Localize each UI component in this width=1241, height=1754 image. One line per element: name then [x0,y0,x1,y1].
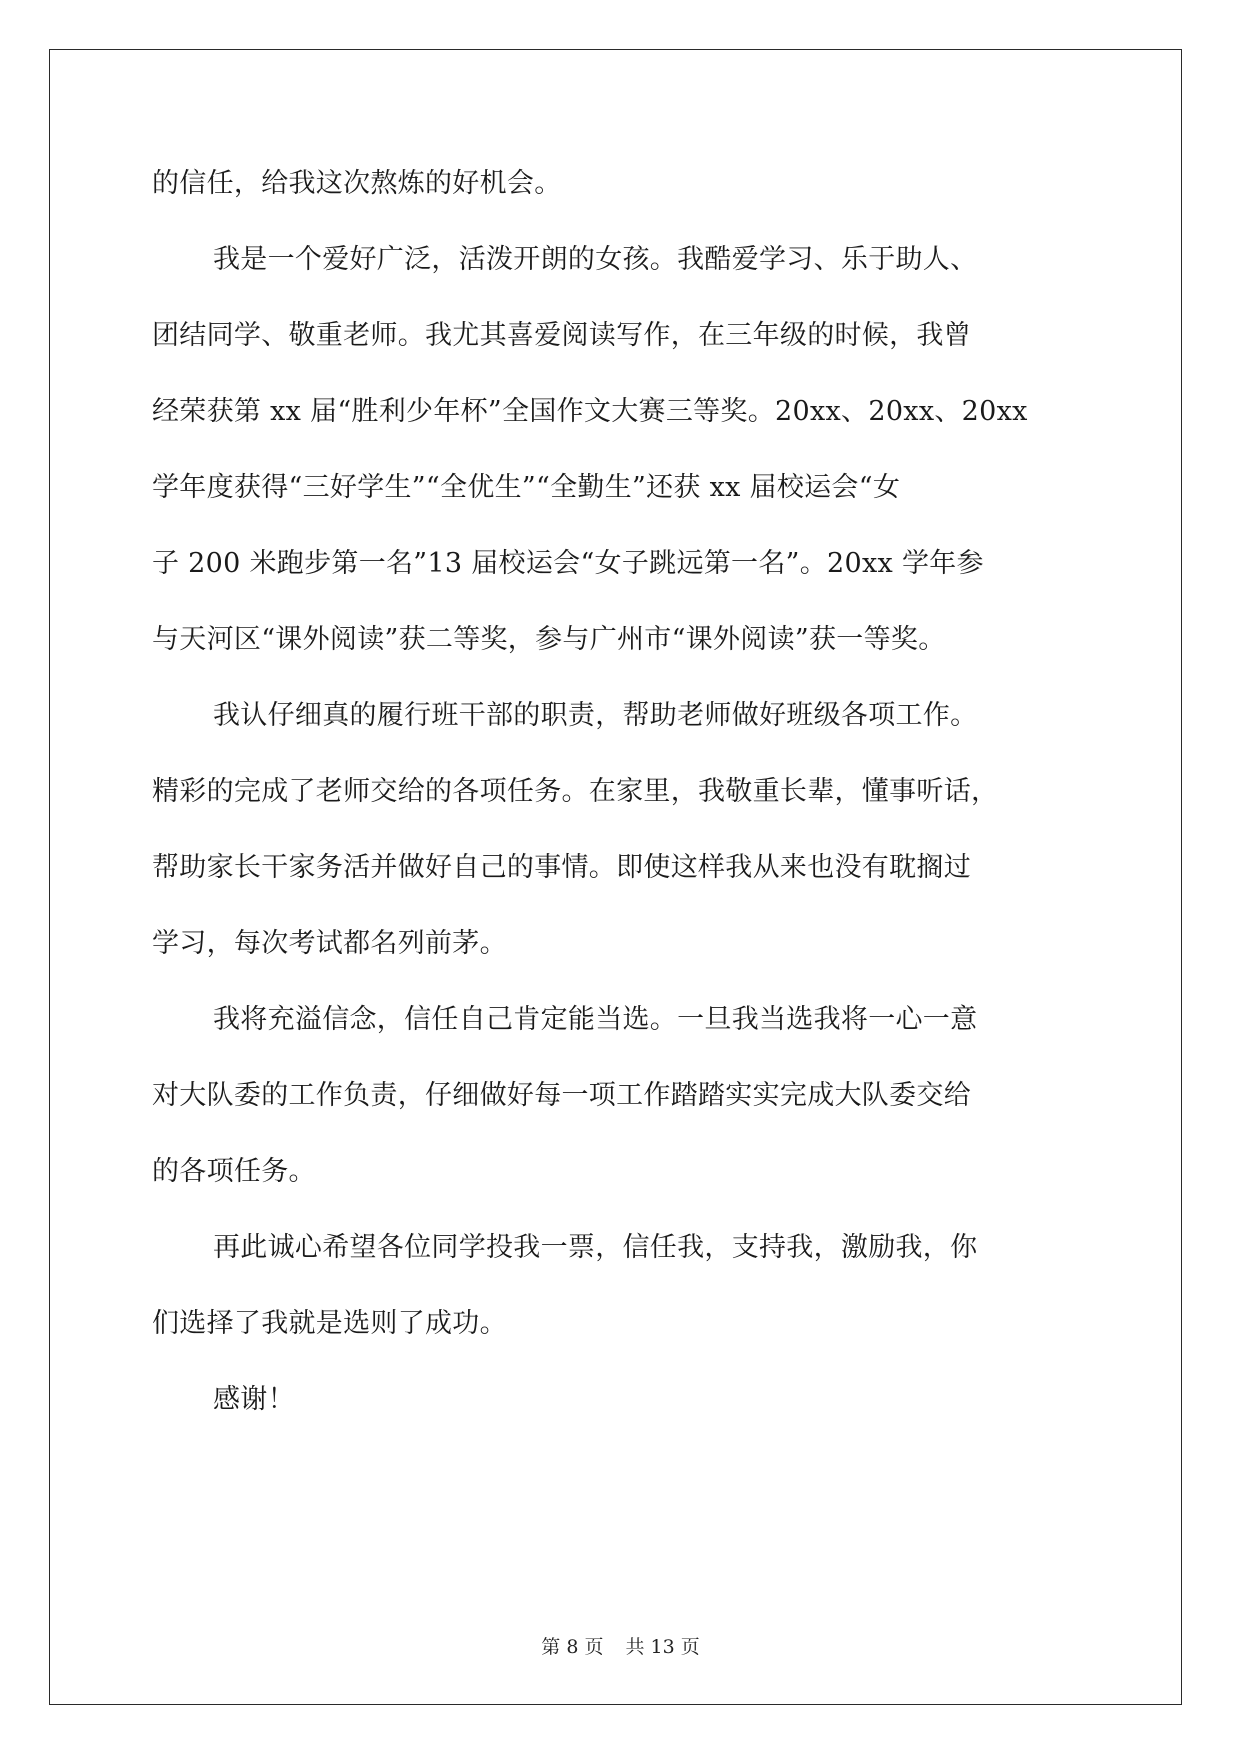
text-line: 再此诚心希望各位同学投我一票，信任我，支持我，激励我，你 [213,1232,978,1263]
text-line: 子 200 米跑步第一名”13 届校运会“女子跳远第一名”。20xx 学年参 [152,548,984,579]
text-line: 们选择了我就是选则了成功。 [152,1308,507,1339]
page-number: 第 8 页 [541,1636,604,1658]
text-line: 对大队委的工作负责，仔细做好每一项工作踏踏实实完成大队委交给 [152,1080,971,1111]
text-line: 与天河区“课外阅读”获二等奖，参与广州市“课外阅读”获一等奖。 [152,624,946,655]
text-line: 的信任，给我这次熬炼的好机会。 [152,168,562,199]
text-line: 我将充溢信念，信任自己肯定能当选。一旦我当选我将一心一意 [213,1004,978,1035]
page-total: 共 13 页 [625,1636,700,1658]
text-line: 感谢！ [213,1384,295,1415]
text-line: 团结同学、敬重老师。我尤其喜爱阅读写作，在三年级的时候，我曾 [152,320,971,351]
page-footer [0,1635,1241,1659]
text-line: 我认仔细真的履行班干部的职责，帮助老师做好班级各项工作。 [213,700,978,731]
text-line: 学习，每次考试都名列前茅。 [152,928,507,959]
text-line: 帮助家长干家务活并做好自己的事情。即使这样我从来也没有耽搁过 [152,852,971,883]
text-line: 学年度获得“三好学生”“全优生”“全勤生”还获 xx 届校运会“女 [152,472,901,503]
text-line: 精彩的完成了老师交给的各项任务。在家里，我敬重长辈，懂事听话， [152,776,999,807]
text-line: 我是一个爱好广泛，活泼开朗的女孩。我酷爱学习、乐于助人、 [213,244,978,275]
text-line: 经荣获第 xx 届“胜利少年杯”全国作文大赛三等奖。20xx、20xx、20xx [152,396,1028,427]
text-line: 的各项任务。 [152,1156,316,1187]
